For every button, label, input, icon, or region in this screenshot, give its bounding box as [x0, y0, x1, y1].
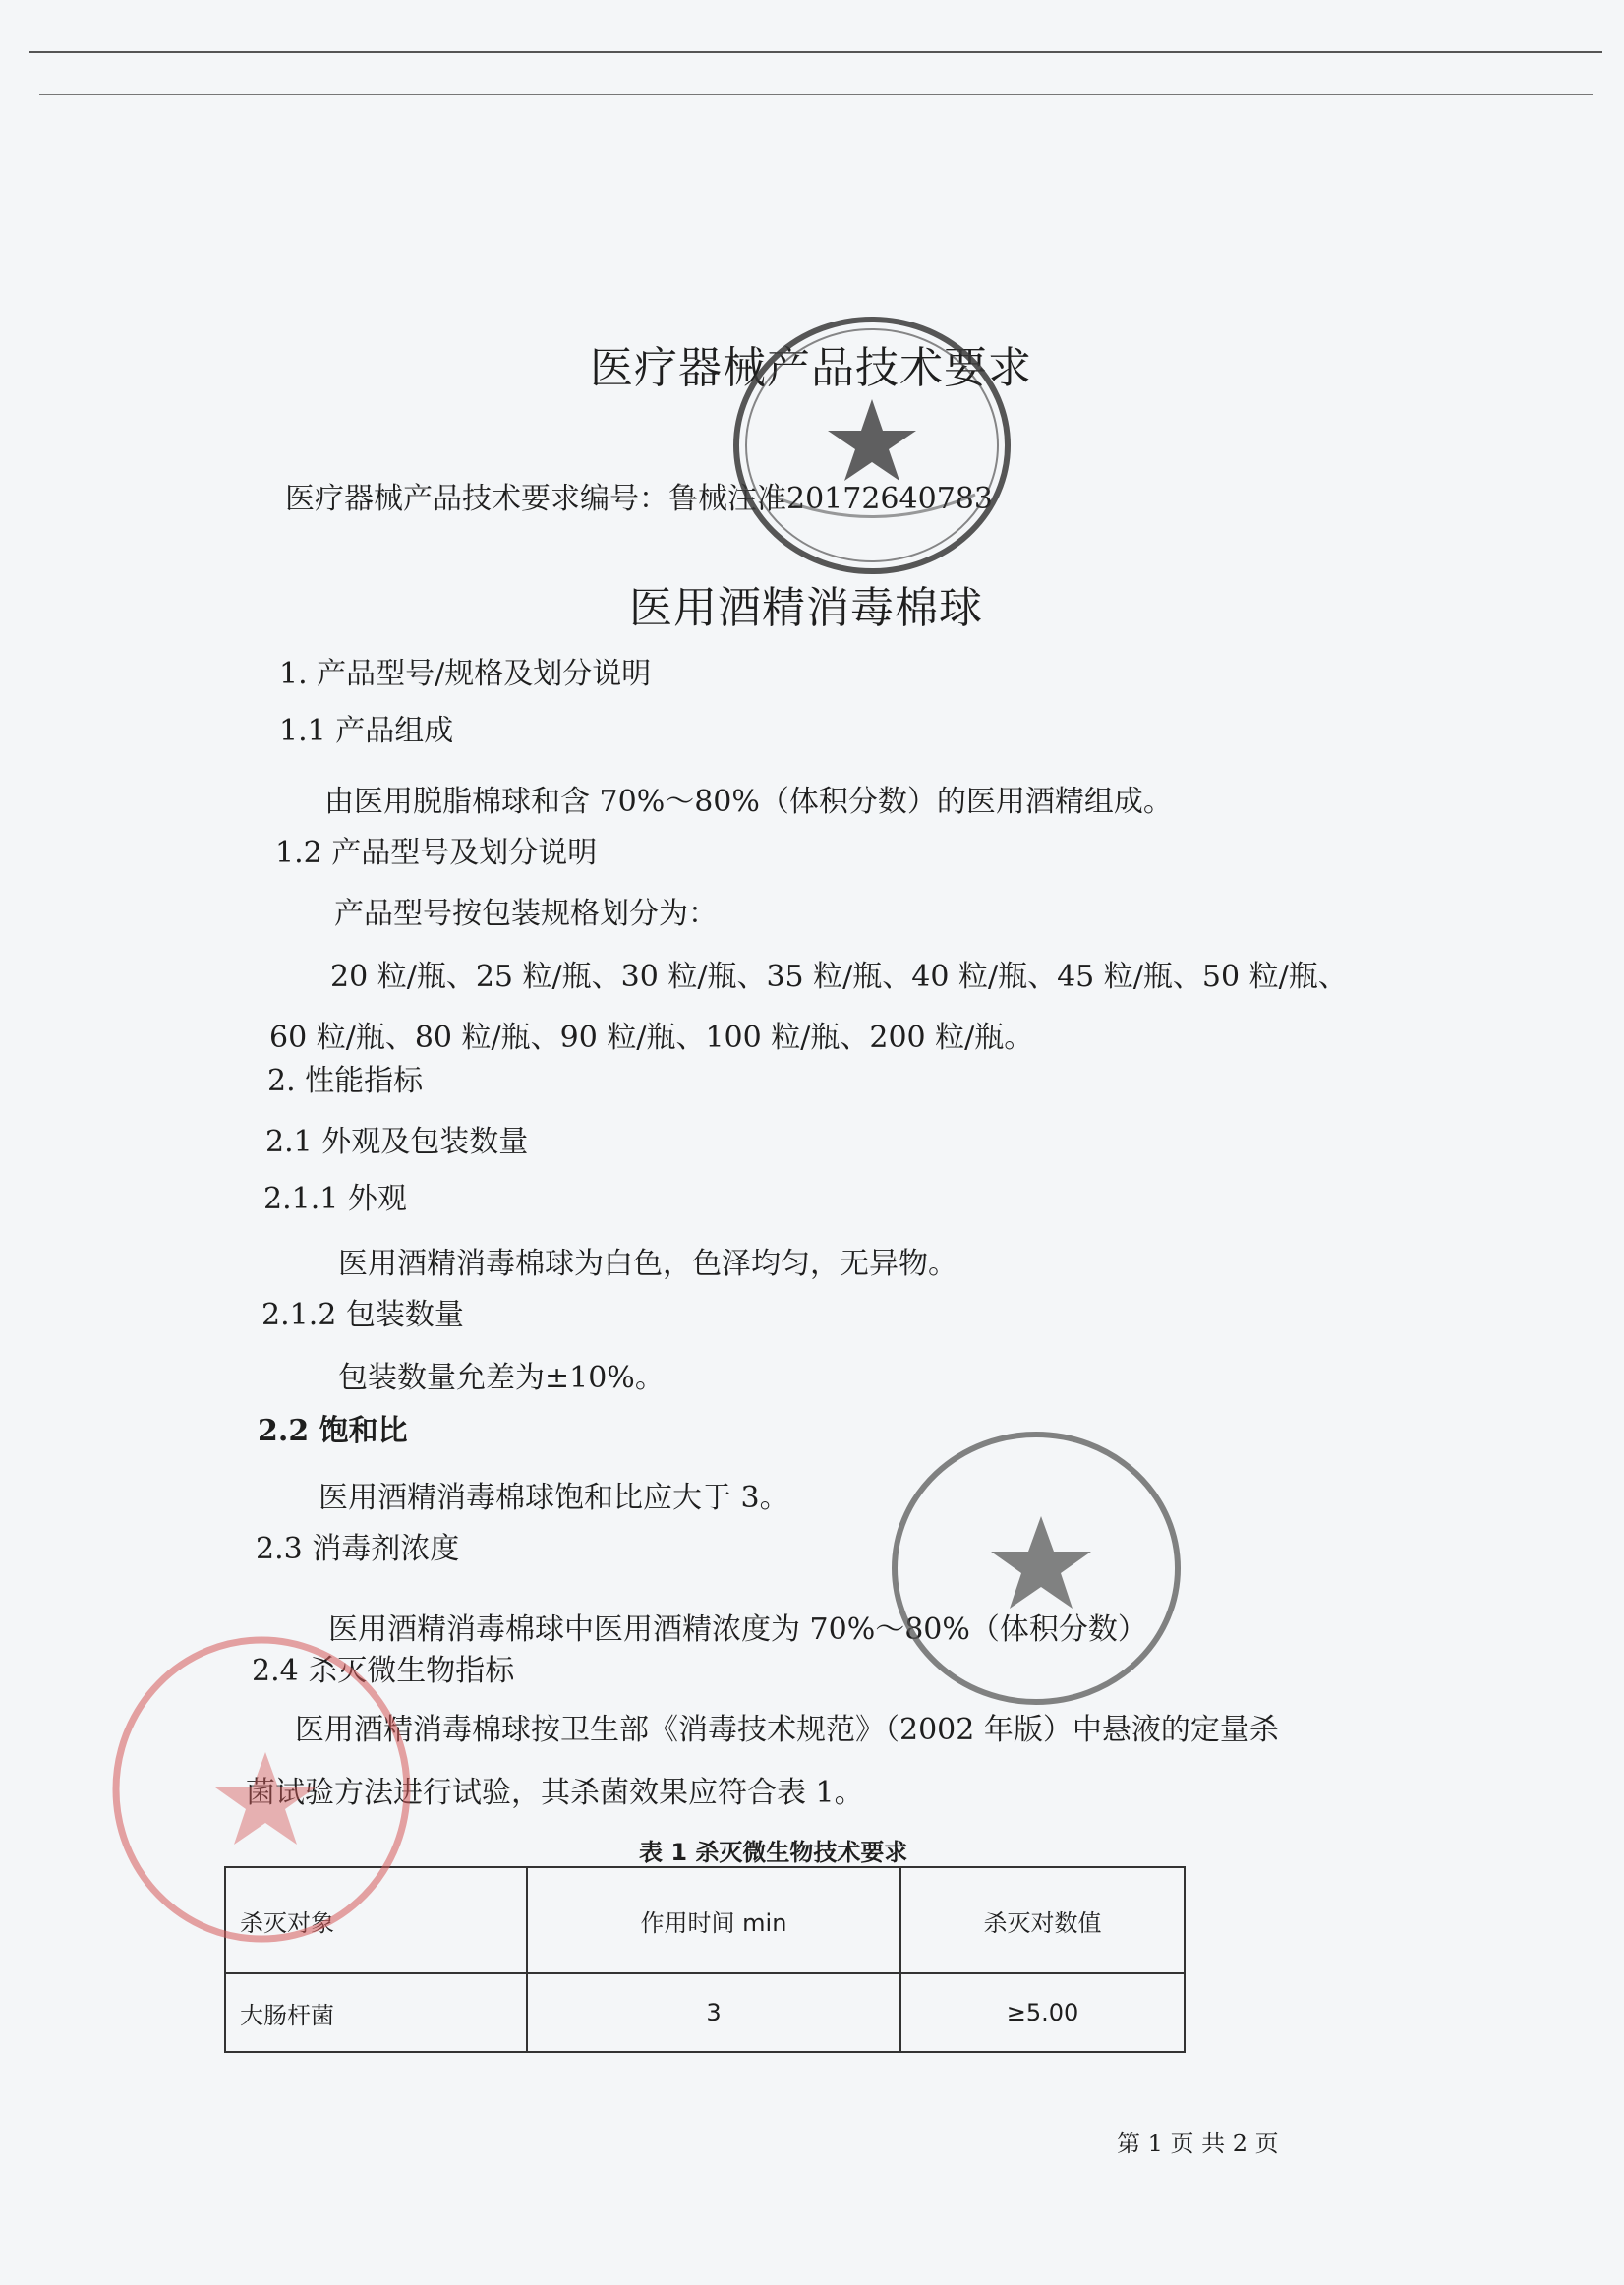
top-rule: [29, 51, 1602, 53]
registration-seal-graphic: [729, 313, 1015, 578]
company-seal-gray: [889, 1428, 1184, 1709]
section-2-2-heading: 2.2 饱和比: [258, 1414, 408, 1448]
page-title: 医疗器械产品技术要求: [590, 343, 1032, 393]
tech-number-value: 鲁械注准20172640783: [668, 482, 993, 516]
section-2-1-2-text: 包装数量允差为±10%。: [338, 1361, 665, 1395]
section-1-1-heading: 1.1 产品组成: [279, 714, 454, 748]
section-2-3-heading: 2.3 消毒剂浓度: [256, 1532, 460, 1566]
section-2-1-1-heading: 2.1.1 外观: [263, 1182, 407, 1216]
section-2-1-2-heading: 2.1.2 包装数量: [261, 1298, 464, 1332]
table-cell-target: 大肠杆菌: [225, 1973, 527, 2052]
section-2-4-text-line1: 医用酒精消毒棉球按卫生部《消毒技术规范》（2002 年版）中悬液的定量杀: [295, 1713, 1279, 1747]
top-rule-2: [39, 94, 1593, 95]
product-name: 医用酒精消毒棉球: [629, 583, 983, 633]
section-2-1-heading: 2.1 外观及包装数量: [265, 1125, 529, 1159]
section-2-3-text: 医用酒精消毒棉球中医用酒精浓度为 70%～80%（体积分数）: [328, 1612, 1147, 1647]
section-2-4-heading: 2.4 杀灭微生物指标: [252, 1654, 515, 1688]
table-caption: 表 1 杀灭微生物技术要求: [639, 1839, 908, 1866]
section-1-2-list-line1: 20 粒/瓶、25 粒/瓶、30 粒/瓶、35 粒/瓶、40 粒/瓶、45 粒/瓶、50 粒/瓶、: [330, 960, 1348, 994]
section-2-1-1-text: 医用酒精消毒棉球为白色，色泽均匀，无异物。: [338, 1247, 957, 1281]
section-1-1-text: 由医用脱脂棉球和含 70%～80%（体积分数）的医用酒精组成。: [324, 785, 1173, 819]
company-seal-red-graphic: [108, 1632, 415, 1947]
table-header-log-reduction: 杀灭对数值: [900, 1867, 1185, 1973]
tech-number-label: 医疗器械产品技术要求编号：: [285, 482, 668, 516]
table-cell-time: 3: [527, 1973, 900, 2052]
section-1-2-heading: 1.2 产品型号及划分说明: [275, 836, 598, 870]
section-2-heading: 2. 性能指标: [267, 1064, 424, 1098]
section-1-heading: 1. 产品型号/规格及划分说明: [279, 657, 652, 691]
page-footer: 第 1 页 共 2 页: [1117, 2130, 1279, 2157]
table-header-target: 杀灭对象: [225, 1867, 527, 1973]
company-seal-red: [108, 1632, 415, 1947]
section-1-2-list-line2: 60 粒/瓶、80 粒/瓶、90 粒/瓶、100 粒/瓶、200 粒/瓶。: [269, 1021, 1034, 1055]
section-2-2-text: 医用酒精消毒棉球饱和比应大于 3。: [319, 1481, 789, 1515]
table-row: [225, 1973, 1185, 2052]
registration-seal: [729, 313, 1015, 578]
section-2-4-text-line2: 菌试验方法进行试验，其杀菌效果应符合表 1。: [246, 1776, 864, 1810]
company-seal-gray-graphic: [889, 1428, 1184, 1709]
section-1-2-text: 产品型号按包装规格划分为：: [334, 897, 718, 931]
table-cell-log-reduction: ≥5.00: [900, 1973, 1185, 2052]
table-header-time: 作用时间 min: [527, 1867, 900, 1973]
